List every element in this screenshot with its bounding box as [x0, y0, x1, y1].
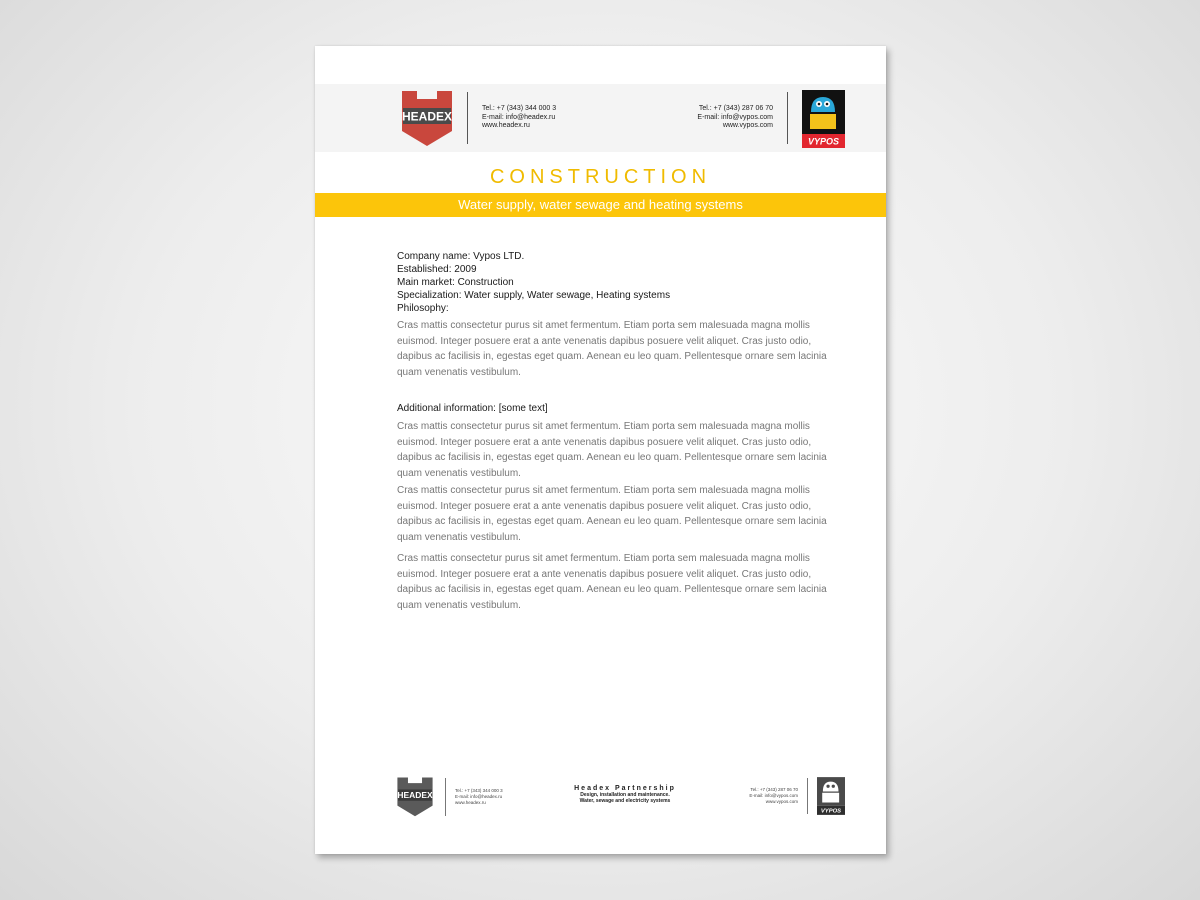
paragraph-line: euismod. Integer posuere erat a ante venenatis dapibus posuere velit aliquet. Cras justo odio, — [397, 500, 812, 512]
partnership-title: Headex Partnership — [574, 785, 676, 792]
additional-paragraph-3 — [397, 551, 847, 613]
footer-contact-vypos — [749, 787, 798, 805]
paragraph-line: quam venenatis vestibulum. — [397, 467, 521, 479]
header-divider-left — [467, 92, 468, 144]
paragraph-line: Cras mattis consectetur purus sit amet fermentum. Etiam porta sem malesuada magna mollis — [397, 485, 810, 496]
paragraph-line: euismod. Integer posuere erat a ante venenatis dapibus posuere velit aliquet. Cras justo odio, — [397, 436, 812, 448]
header-contact-vypos — [697, 105, 773, 131]
svg-text:HEADEX: HEADEX — [401, 109, 453, 124]
vypos-logo — [802, 90, 845, 148]
vypos-tel: Tel.: +7 (343) 287 06 70 — [698, 105, 773, 112]
paragraph-line: Cras mattis consectetur purus sit amet fermentum. Etiam porta sem malesuada magna mollis — [397, 320, 810, 331]
footer-headex-web[interactable]: www.headex.ru — [455, 800, 486, 805]
footer-divider-left — [445, 778, 446, 816]
footer-vypos-email[interactable]: E-mail: info@vypos.com — [749, 793, 798, 798]
paragraph-line: dapibus ac facilisis in, egestas eget quam. Aenean eu leo quam. Pellentesque ornare sem lacinia — [397, 452, 827, 463]
paragraph-line: dapibus ac facilisis in, egestas eget quam. Aenean eu leo quam. Pellentesque ornare sem lacinia — [397, 351, 827, 362]
additional-paragraph-1 — [397, 419, 847, 481]
headex-tel: Tel.: +7 (343) 344 000 3 — [482, 105, 557, 112]
paragraph-line: quam venenatis vestibulum. — [397, 531, 521, 543]
paragraph-line: quam venenatis vestibulum. — [397, 366, 521, 378]
additional-paragraph-2 — [397, 483, 847, 545]
headex-email[interactable]: E-mail: info@headex.ru — [482, 113, 556, 121]
paragraph-line: Cras mattis consectetur purus sit amet fermentum. Etiam porta sem malesuada magna mollis — [397, 553, 810, 564]
footer-headex-logo — [396, 776, 434, 817]
footer-headex-tel: Tel.: +7 (343) 344 000 3 — [455, 788, 503, 793]
header-divider-right — [787, 92, 788, 144]
vypos-email[interactable]: E-mail: info@vypos.com — [697, 113, 773, 121]
philosophy-paragraph — [397, 318, 847, 380]
svg-text:VYPOS: VYPOS — [807, 136, 840, 147]
headex-logo — [400, 89, 454, 147]
footer-contact-headex — [455, 788, 503, 806]
paragraph-line: euismod. Integer posuere erat a ante venenatis dapibus posuere velit aliquet. Cras justo odio, — [397, 335, 812, 347]
header-contact-headex — [482, 105, 556, 131]
main-market: Main market: Construction — [397, 277, 514, 288]
footer-headex-email[interactable]: E-mail: info@headex.ru — [455, 794, 503, 799]
paragraph-line: dapibus ac facilisis in, egestas eget quam. Aenean eu leo quam. Pellentesque ornare sem lacinia — [397, 516, 827, 527]
company-meta — [397, 250, 847, 315]
footer-partnership — [560, 785, 690, 804]
philosophy-label: Philosophy: — [397, 303, 449, 314]
headex-web[interactable]: www.headex.ru — [482, 122, 530, 129]
footer-vypos-tel: Tel.: +7 (343) 287 06 70 — [750, 787, 798, 792]
paragraph-line: quam venenatis vestibulum. — [397, 599, 521, 611]
subtitle-bar: Water supply, water sewage and heating systems — [315, 193, 886, 217]
additional-heading: Additional information: [some text] — [397, 403, 548, 414]
svg-text:VYPOS: VYPOS — [820, 808, 842, 815]
footer-vypos-logo — [817, 777, 845, 815]
partnership-line1: Design, installation and maintenance. — [580, 792, 670, 798]
vypos-web[interactable]: www.vypos.com — [722, 122, 773, 129]
paragraph-line: euismod. Integer posuere erat a ante venenatis dapibus posuere velit aliquet. Cras justo odio, — [397, 568, 812, 580]
page-title: CONSTRUCTION — [489, 166, 712, 188]
svg-text:HEADEX: HEADEX — [397, 790, 433, 801]
paragraph-line: dapibus ac facilisis in, egestas eget quam. Aenean eu leo quam. Pellentesque ornare sem lacinia — [397, 584, 827, 595]
partnership-line2: Water, sewage and electricity systems — [579, 798, 671, 804]
footer-divider-right — [807, 778, 808, 814]
document-page — [315, 46, 886, 854]
paragraph-line: Cras mattis consectetur purus sit amet fermentum. Etiam porta sem malesuada magna mollis — [397, 421, 810, 432]
established: Established: 2009 — [397, 264, 477, 275]
specialization: Specialization: Water supply, Water sewage, Heating systems — [397, 290, 671, 301]
company-name: Company name: Vypos LTD. — [397, 251, 525, 262]
footer-vypos-web[interactable]: www.vypos.com — [765, 799, 798, 804]
document-body — [397, 250, 847, 613]
